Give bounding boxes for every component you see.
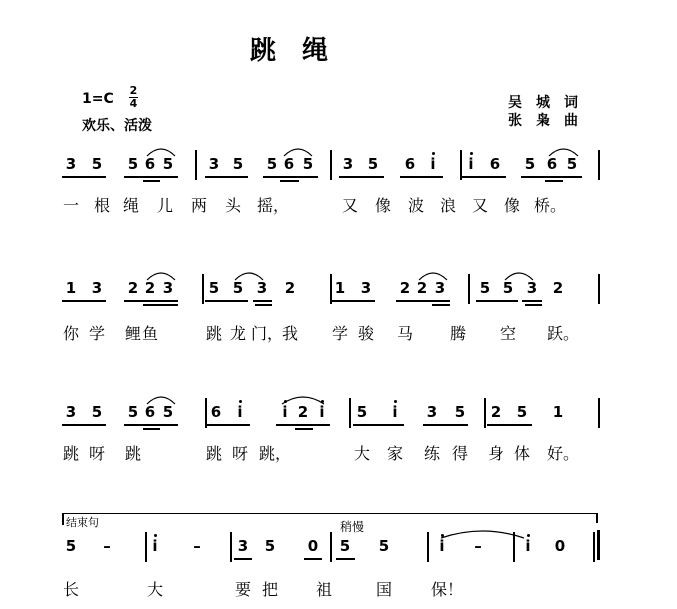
note: 1 [65, 279, 77, 297]
composer-credit: 张 枭 曲 [508, 113, 578, 129]
note: 5 [127, 155, 139, 173]
lyric-syllable: 跳 [124, 444, 141, 463]
beam-line [205, 176, 248, 178]
lyric-syllable: 跃。 [547, 324, 580, 343]
lyric-syllable: 大 [146, 580, 163, 599]
beam-line [353, 424, 404, 426]
beam-line [234, 558, 252, 560]
lyric-syllable: 好。 [547, 444, 580, 463]
octave-dot [432, 152, 435, 155]
note: 5 [162, 155, 174, 173]
note: 5 [232, 155, 244, 173]
beam-line [400, 176, 443, 178]
barline [145, 532, 147, 562]
note: i [430, 155, 436, 173]
note: 1 [334, 279, 346, 297]
note: 3 [360, 279, 372, 297]
note: i [237, 403, 243, 421]
note: 3 [65, 403, 77, 421]
slur [146, 269, 176, 281]
note: 2 [552, 279, 564, 297]
octave-dot [394, 400, 397, 403]
note: 3 [426, 403, 438, 421]
note: 6 [404, 155, 416, 173]
beam-line-double [432, 304, 450, 306]
note: 3 [65, 155, 77, 173]
note: 5 [566, 155, 578, 173]
octave-dot [527, 534, 530, 537]
lyric-syllable: 家 [386, 444, 403, 463]
lyric-syllable: 我 [281, 324, 298, 343]
lyric-syllable: 国 [375, 580, 392, 599]
note: 1 [552, 403, 564, 421]
lyric-syllable: 大 [353, 444, 370, 463]
lyric-syllable: 得 [451, 444, 468, 463]
lyric-syllable: 学 [88, 324, 105, 343]
lyric-syllable: 骏 [357, 324, 374, 343]
octave-dot [470, 152, 473, 155]
lyric-syllable: 跳 [205, 444, 222, 463]
slur [418, 269, 448, 281]
lyric-syllable: 祖 [315, 580, 332, 599]
note: 5 [65, 537, 77, 555]
time-signature-bottom: 4 [129, 97, 138, 110]
lyric-syllable: 马 [396, 324, 413, 343]
lyric-syllable: 呀 [88, 444, 105, 463]
note: i [319, 403, 325, 421]
beam-line-double [295, 428, 313, 430]
note: i [525, 537, 531, 555]
lyric-syllable: 龙 [229, 324, 246, 343]
note: 5 [91, 155, 103, 173]
lyric-syllable: 练 [423, 444, 440, 463]
lyric-syllable: 跳， [259, 444, 292, 463]
final-barline-thick [597, 530, 600, 560]
note: i [282, 403, 288, 421]
beam-line [62, 176, 106, 178]
note: 2 [297, 403, 309, 421]
lyric-syllable: 一 [62, 196, 79, 215]
note: 5 [162, 403, 174, 421]
note: 6 [144, 155, 156, 173]
beam-line-double [143, 428, 160, 430]
note: 3 [256, 279, 268, 297]
slur [146, 145, 176, 157]
beam-line-double [159, 304, 178, 306]
slur [146, 393, 176, 405]
slur [504, 269, 534, 281]
beam-line [336, 558, 355, 560]
song-title: 跳 绳 [250, 36, 329, 66]
beam-line [62, 424, 106, 426]
lyric-syllable: 像 [503, 196, 520, 215]
note: 5 [266, 155, 278, 173]
beam-line [339, 176, 384, 178]
note: 6 [210, 403, 222, 421]
note: 3 [342, 155, 354, 173]
note: 2 [416, 279, 428, 297]
lyric-syllable: 空 [499, 324, 516, 343]
lyric-syllable: 又 [471, 196, 488, 215]
lyric-syllable: 跳 [205, 324, 222, 343]
barline [598, 398, 600, 428]
barline [349, 398, 351, 428]
barline [468, 274, 470, 304]
beam-line-double [143, 304, 160, 306]
lyric-syllable: 桥。 [534, 196, 567, 215]
ending-bracket-left [62, 513, 64, 525]
lyric-syllable: 波 [407, 196, 424, 215]
beam-line-double [280, 180, 299, 182]
note: 2 [127, 279, 139, 297]
barline [195, 150, 197, 180]
beam-line [423, 424, 468, 426]
lyric-syllable: 鱼 [141, 324, 158, 343]
note: 6 [489, 155, 501, 173]
barline [427, 532, 429, 562]
beam-line [462, 176, 506, 178]
lyric-syllable: 跳 [62, 444, 79, 463]
slur [283, 145, 313, 157]
note: i [468, 155, 474, 173]
lyric-syllable: 保！ [431, 580, 464, 599]
lyric-syllable: 呀 [231, 444, 248, 463]
beam-line [263, 176, 318, 178]
note: 5 [367, 155, 379, 173]
beam-line [124, 424, 178, 426]
note: 5 [339, 537, 351, 555]
octave-dot [154, 534, 157, 537]
lyric-syllable: 把 [261, 580, 278, 599]
lyric-syllable: 根 [93, 196, 110, 215]
barline [202, 274, 204, 304]
time-signature [129, 86, 138, 109]
note: i [392, 403, 398, 421]
beam-line-double [143, 180, 160, 182]
beam-line [331, 300, 375, 302]
note: 5 [454, 403, 466, 421]
note: 6 [144, 403, 156, 421]
note: – [474, 537, 482, 555]
note: 6 [283, 155, 295, 173]
note: 5 [479, 279, 491, 297]
beam-line-double [255, 304, 272, 306]
note: 2 [490, 403, 502, 421]
lyric-syllable: 要 [234, 580, 251, 599]
note: 3 [162, 279, 174, 297]
barline [230, 532, 232, 562]
note: – [103, 537, 111, 555]
barline [330, 150, 332, 180]
key-signature: 1=C [82, 91, 114, 107]
note: 3 [526, 279, 538, 297]
slur [548, 145, 579, 157]
note: 5 [264, 537, 276, 555]
time-signature-top: 2 [129, 84, 138, 97]
barline [598, 274, 600, 304]
beam-line [62, 300, 106, 302]
lyric-syllable: 门， [251, 324, 284, 343]
lyric-syllable: 你 [62, 324, 79, 343]
note: 2 [144, 279, 156, 297]
lyric-syllable: 学 [331, 324, 348, 343]
beam-line [522, 300, 542, 302]
note: 5 [524, 155, 536, 173]
beam-line [207, 424, 250, 426]
ending-bracket-top [62, 513, 598, 514]
note: 5 [356, 403, 368, 421]
lyric-syllable: 摇， [257, 196, 290, 215]
note: 2 [399, 279, 411, 297]
beam-line [276, 424, 330, 426]
note: 2 [284, 279, 296, 297]
note: 5 [208, 279, 220, 297]
beam-line-double [525, 304, 542, 306]
lyric-syllable: 身 [487, 444, 504, 463]
beam-line [476, 300, 518, 302]
barline [598, 150, 600, 180]
note: 0 [307, 537, 319, 555]
lyric-syllable: 绳 [122, 196, 139, 215]
beam-line [253, 300, 272, 302]
lyric-syllable: 又 [341, 196, 358, 215]
slur [440, 527, 525, 539]
note: 5 [91, 403, 103, 421]
note: i [152, 537, 158, 555]
tempo-marking: 欢乐、活泼 [82, 118, 152, 134]
note: 6 [546, 155, 558, 173]
slur [234, 269, 264, 281]
lyric-syllable: 鲤 [124, 324, 141, 343]
note: i [439, 537, 445, 555]
note: 5 [502, 279, 514, 297]
barline [330, 532, 332, 562]
lyric-syllable: 像 [374, 196, 391, 215]
beam-line [487, 424, 532, 426]
ritardando-label: 稍慢 [340, 520, 365, 534]
note: 5 [127, 403, 139, 421]
lyric-syllable: 头 [224, 196, 241, 215]
lyric-syllable: 浪 [439, 196, 456, 215]
beam-line [124, 176, 178, 178]
lyricist-credit: 吴 城 词 [508, 95, 578, 111]
lyric-syllable: 腾 [449, 324, 466, 343]
note: 3 [434, 279, 446, 297]
lyric-syllable: 儿 [156, 196, 173, 215]
lyric-syllable: 长 [62, 580, 79, 599]
ending-bracket-right [596, 513, 598, 523]
note: 3 [237, 537, 249, 555]
beam-line [124, 300, 178, 302]
note: – [193, 537, 201, 555]
lyric-syllable: 两 [190, 196, 207, 215]
beam-line [521, 176, 582, 178]
beam-line [205, 300, 248, 302]
note: 5 [302, 155, 314, 173]
barline [484, 398, 486, 428]
note: 5 [516, 403, 528, 421]
note: 3 [91, 279, 103, 297]
beam-line [304, 558, 322, 560]
beam-line [396, 300, 450, 302]
beam-line-double [545, 180, 563, 182]
note: 5 [378, 537, 390, 555]
note: 0 [554, 537, 566, 555]
octave-dot [239, 400, 242, 403]
slur [281, 393, 325, 405]
lyric-syllable: 体 [513, 444, 530, 463]
note: 5 [232, 279, 244, 297]
note: 3 [208, 155, 220, 173]
ending-label: 结束句 [66, 516, 99, 529]
barline [593, 532, 595, 562]
